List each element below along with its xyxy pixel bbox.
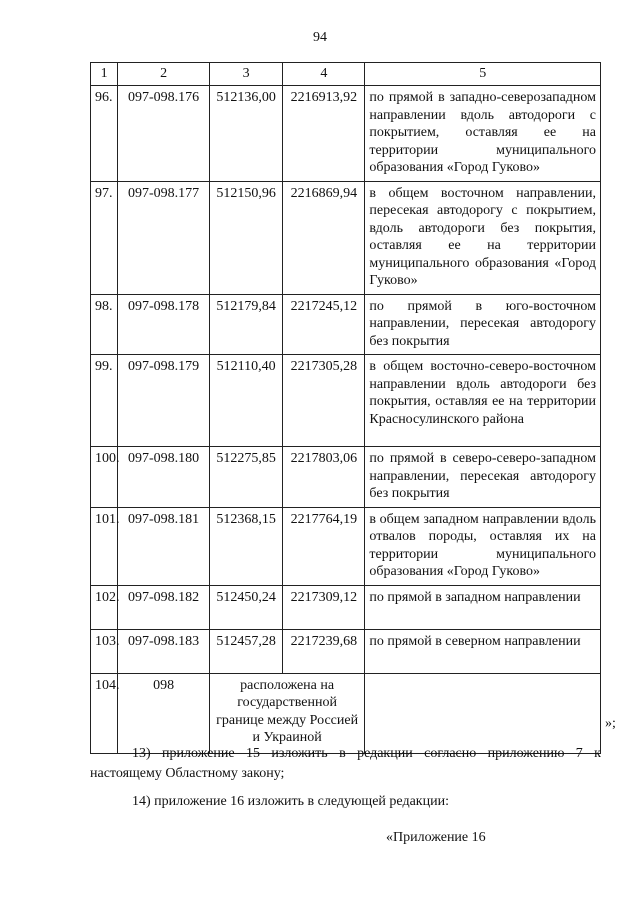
point-code: 098 bbox=[118, 673, 209, 753]
coord-y: 2217305,28 bbox=[283, 355, 365, 447]
point-code: 097-098.181 bbox=[118, 507, 209, 585]
boundary-description bbox=[365, 673, 601, 753]
row-number: 101. bbox=[91, 507, 118, 585]
page-number: 94 bbox=[313, 30, 327, 45]
header-cell: 4 bbox=[283, 63, 365, 86]
coord-x: 512110,40 bbox=[209, 355, 283, 447]
coord-y: 2216869,94 bbox=[283, 181, 365, 294]
header-cell: 3 bbox=[209, 63, 283, 86]
table-closing-quote: »; bbox=[605, 716, 616, 731]
annex-heading: «Приложение 16 bbox=[386, 830, 486, 845]
boundary-description: по прямой в северо-северо-западном направлении, пересекая автодорогу без покрытия bbox=[365, 447, 601, 508]
row-number: 96. bbox=[91, 86, 118, 182]
point-code: 097-098.183 bbox=[118, 629, 209, 673]
table-row bbox=[91, 629, 601, 673]
row-number: 103. bbox=[91, 629, 118, 673]
boundary-description: в общем восточном направлении, пересекая автодорогу с покрытием, вдоль автодороги без покрытия, оставляя ее на территории муниципального образования «Город Гуково» bbox=[365, 181, 601, 294]
boundary-description: по прямой в западном направлении bbox=[365, 585, 601, 629]
boundary-description: в общем западном направлении вдоль отвалов породы, оставляя их на территории муниципального образования «Город Гуково» bbox=[365, 507, 601, 585]
coord-y: 2217309,12 bbox=[283, 585, 365, 629]
table-row bbox=[91, 507, 601, 585]
coord-x: 512368,15 bbox=[209, 507, 283, 585]
point-code: 097-098.182 bbox=[118, 585, 209, 629]
table-row bbox=[91, 86, 601, 182]
point-code: 097-098.179 bbox=[118, 355, 209, 447]
table-row bbox=[91, 181, 601, 294]
header-cell: 1 bbox=[91, 63, 118, 86]
point-code: 097-098.176 bbox=[118, 86, 209, 182]
coord-x: 512150,96 bbox=[209, 181, 283, 294]
coord-y: 2217803,06 bbox=[283, 447, 365, 508]
border-location-note: расположена на государственной границе между Россией и Украиной bbox=[209, 673, 365, 753]
row-number: 102. bbox=[91, 585, 118, 629]
table-row bbox=[91, 355, 601, 447]
coord-y: 2216913,92 bbox=[283, 86, 365, 182]
point-code: 097-098.180 bbox=[118, 447, 209, 508]
amendment-item-13: 13) приложение 15 изложить в редакции согласно приложению 7 к настоящему Областному закону; bbox=[90, 746, 601, 781]
coord-y: 2217245,12 bbox=[283, 294, 365, 355]
header-cell: 5 bbox=[365, 63, 601, 86]
boundary-points-table bbox=[90, 62, 601, 754]
boundary-description: по прямой в юго-восточном направлении, пересекая автодорогу без покрытия bbox=[365, 294, 601, 355]
boundary-description: по прямой в северном направлении bbox=[365, 629, 601, 673]
boundary-description: в общем восточно-северо-восточном направлении вдоль автодороги без покрытия, оставляя ее на территории Красносулинского района bbox=[365, 355, 601, 447]
coord-x: 512179,84 bbox=[209, 294, 283, 355]
coord-x: 512457,28 bbox=[209, 629, 283, 673]
row-number: 104. bbox=[91, 673, 118, 753]
table-row bbox=[91, 585, 601, 629]
row-number: 99. bbox=[91, 355, 118, 447]
coord-y: 2217764,19 bbox=[283, 507, 365, 585]
table-row bbox=[91, 447, 601, 508]
row-number: 97. bbox=[91, 181, 118, 294]
table-row bbox=[91, 294, 601, 355]
row-number: 98. bbox=[91, 294, 118, 355]
coord-y: 2217239,68 bbox=[283, 629, 365, 673]
table-row bbox=[91, 673, 601, 753]
point-code: 097-098.177 bbox=[118, 181, 209, 294]
header-cell: 2 bbox=[118, 63, 209, 86]
coord-x: 512450,24 bbox=[209, 585, 283, 629]
boundary-description: по прямой в западно-северозападном направлении вдоль автодороги с покрытием, оставляя ее на территории муниципального образования «Город Гуково» bbox=[365, 86, 601, 182]
coord-x: 512136,00 bbox=[209, 86, 283, 182]
amendment-item-14: 14) приложение 16 изложить в следующей редакции: bbox=[132, 794, 449, 809]
point-code: 097-098.178 bbox=[118, 294, 209, 355]
row-number: 100. bbox=[91, 447, 118, 508]
coord-x: 512275,85 bbox=[209, 447, 283, 508]
table-header-row bbox=[91, 63, 601, 86]
